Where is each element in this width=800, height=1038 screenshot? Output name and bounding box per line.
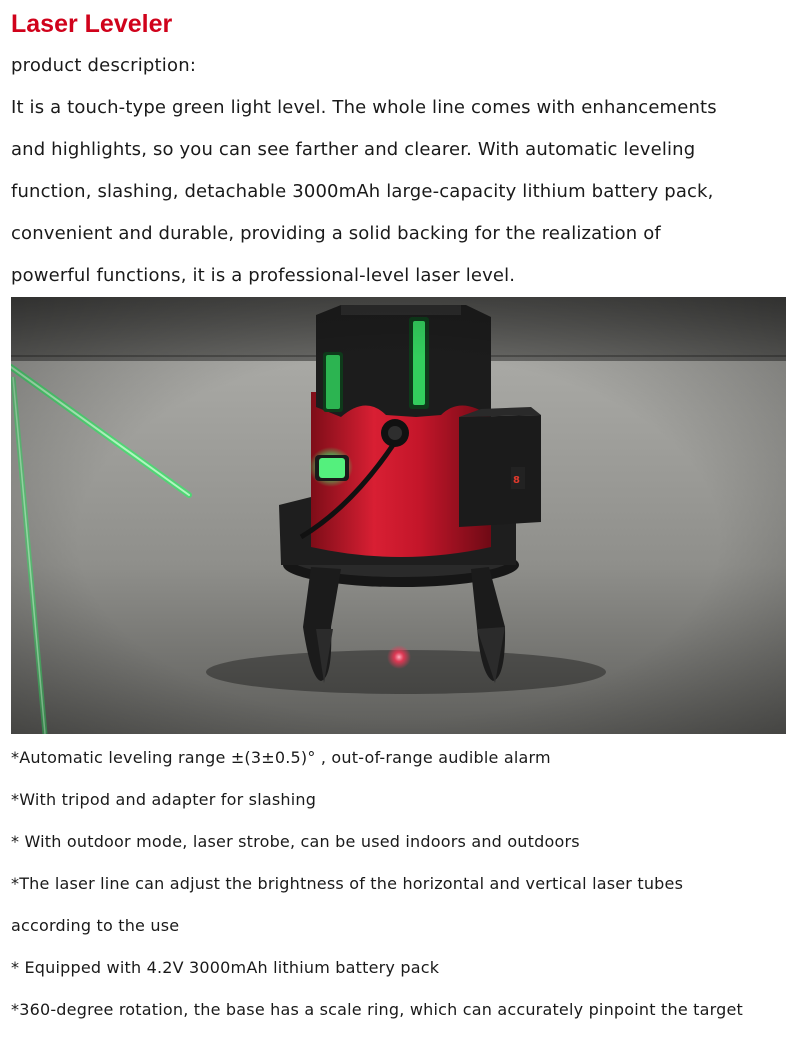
description-line: and highlights, so you can see farther and clearer. With automatic leveling: [11, 139, 696, 160]
description-line: powerful functions, it is a professional-level laser level.: [11, 265, 516, 286]
description-line: function, slashing, detachable 3000mAh large-capacity lithium battery pack,: [11, 181, 714, 202]
product-description: [11, 94, 796, 304]
feature-item: according to the use: [11, 916, 180, 935]
feature-item: *360-degree rotation, the base has a scale ring, which can accurately pinpoint the target: [11, 1000, 744, 1019]
feature-item: *The laser line can adjust the brightness of the horizontal and vertical laser tubes: [11, 874, 684, 893]
feature-list: [11, 744, 796, 1038]
feature-item: * Equipped with 4.2V 3000mAh lithium battery pack: [11, 958, 440, 977]
page-title: Laser Leveler: [11, 10, 173, 38]
description-line: It is a touch-type green light level. The whole line comes with enhancements: [11, 97, 717, 118]
product-image: [11, 297, 786, 734]
feature-item: * With outdoor mode, laser strobe, can be used indoors and outdoors: [11, 832, 580, 851]
description-heading: product description:: [11, 55, 197, 76]
feature-item: *With tripod and adapter for slashing: [11, 790, 317, 809]
description-line: convenient and durable, providing a solid backing for the realization of: [11, 223, 661, 244]
feature-item: *Automatic leveling range ±(3±0.5)° , out-of-range audible alarm: [11, 748, 551, 767]
